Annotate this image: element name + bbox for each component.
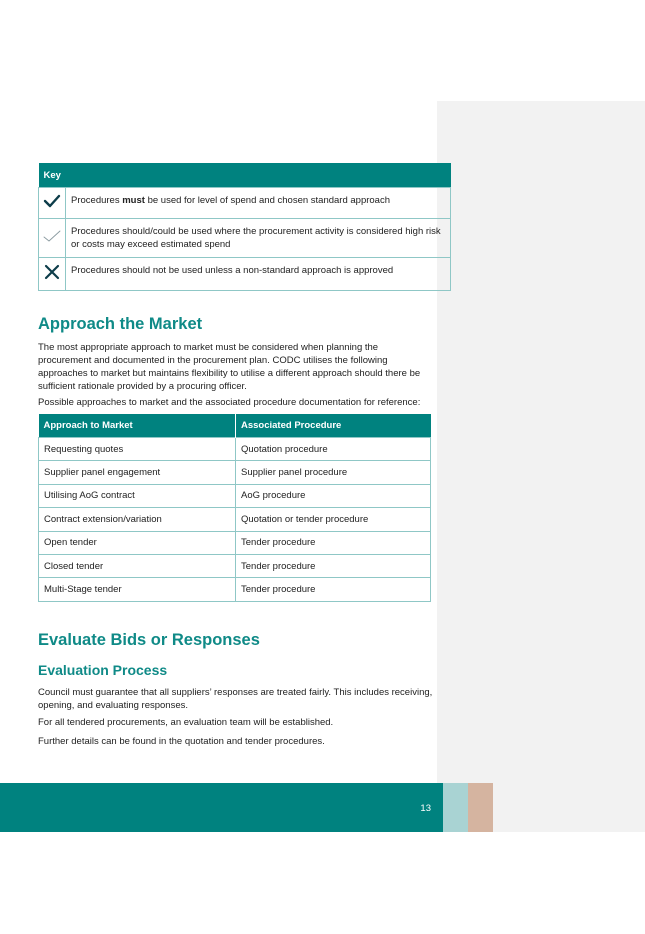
section-heading-evaluate: Evaluate Bids or Responses	[38, 631, 260, 649]
procedure-cell: Tender procedure	[236, 578, 431, 601]
table-row	[39, 484, 431, 507]
approach-cell: Contract extension/variation	[39, 508, 236, 531]
column-header: Approach to Market	[39, 414, 236, 438]
footer-band	[0, 783, 443, 832]
approach-table-header	[39, 414, 431, 438]
key-row-text: Procedures should not be used unless a non-standard approach is approved	[66, 258, 451, 291]
procedure-cell: Quotation or tender procedure	[236, 508, 431, 531]
cross-icon	[44, 264, 60, 280]
key-table	[38, 163, 451, 291]
key-row	[39, 258, 451, 291]
key-row	[39, 188, 451, 219]
table-row	[39, 554, 431, 577]
evaluate-paragraph: Further details can be found in the quotation and tender procedures.	[38, 736, 325, 747]
subheading-evaluation-process: Evaluation Process	[38, 662, 168, 678]
footer-accent-sand	[468, 783, 493, 832]
procedure-cell: AoG procedure	[236, 484, 431, 507]
approach-table	[38, 414, 431, 602]
approach-intro: Possible approaches to market and the associated procedure documentation for reference:	[38, 397, 421, 408]
approach-cell: Open tender	[39, 531, 236, 554]
table-row	[39, 438, 431, 461]
check-thin-icon	[42, 229, 62, 243]
evaluate-paragraph: Council must guarantee that all suppliers’ responses are treated fairly. This includes receiving, opening, and evaluating responses.	[38, 687, 433, 711]
check-bold-icon	[43, 194, 61, 208]
procedure-cell: Supplier panel procedure	[236, 461, 431, 484]
key-table-header: Key	[39, 163, 451, 188]
approach-cell: Supplier panel engagement	[39, 461, 236, 484]
key-row-text: Procedures should/could be used where the procurement activity is considered high risk or costs may exceed estimated spend	[66, 219, 451, 258]
footer-accent-teal	[443, 783, 468, 832]
approach-cell: Requesting quotes	[39, 438, 236, 461]
procedure-cell: Tender procedure	[236, 554, 431, 577]
table-row	[39, 531, 431, 554]
key-row	[39, 219, 451, 258]
approach-cell: Multi-Stage tender	[39, 578, 236, 601]
page-number: 13	[420, 803, 431, 814]
comment-pane	[437, 101, 645, 832]
section-heading-approach: Approach the Market	[38, 315, 203, 333]
key-row-text: Procedures must be used for level of spend and chosen standard approach	[66, 188, 451, 219]
approach-cell: Utilising AoG contract	[39, 484, 236, 507]
key-emphasis: must	[122, 195, 145, 206]
table-row	[39, 578, 431, 601]
procedure-cell: Quotation procedure	[236, 438, 431, 461]
table-row	[39, 508, 431, 531]
table-row	[39, 461, 431, 484]
procedure-cell: Tender procedure	[236, 531, 431, 554]
column-header: Associated Procedure	[236, 414, 431, 438]
approach-paragraph: The most appropriate approach to market must be considered when planning the procurement and documented in the procurement plan. CODC utilises the following approaches to market but maintains flexibility to utilise a different approach should there be sufficient rationale provided by a procuring officer.	[38, 342, 421, 392]
approach-cell: Closed tender	[39, 554, 236, 577]
evaluate-paragraph: For all tendered procurements, an evaluation team will be established.	[38, 717, 334, 728]
